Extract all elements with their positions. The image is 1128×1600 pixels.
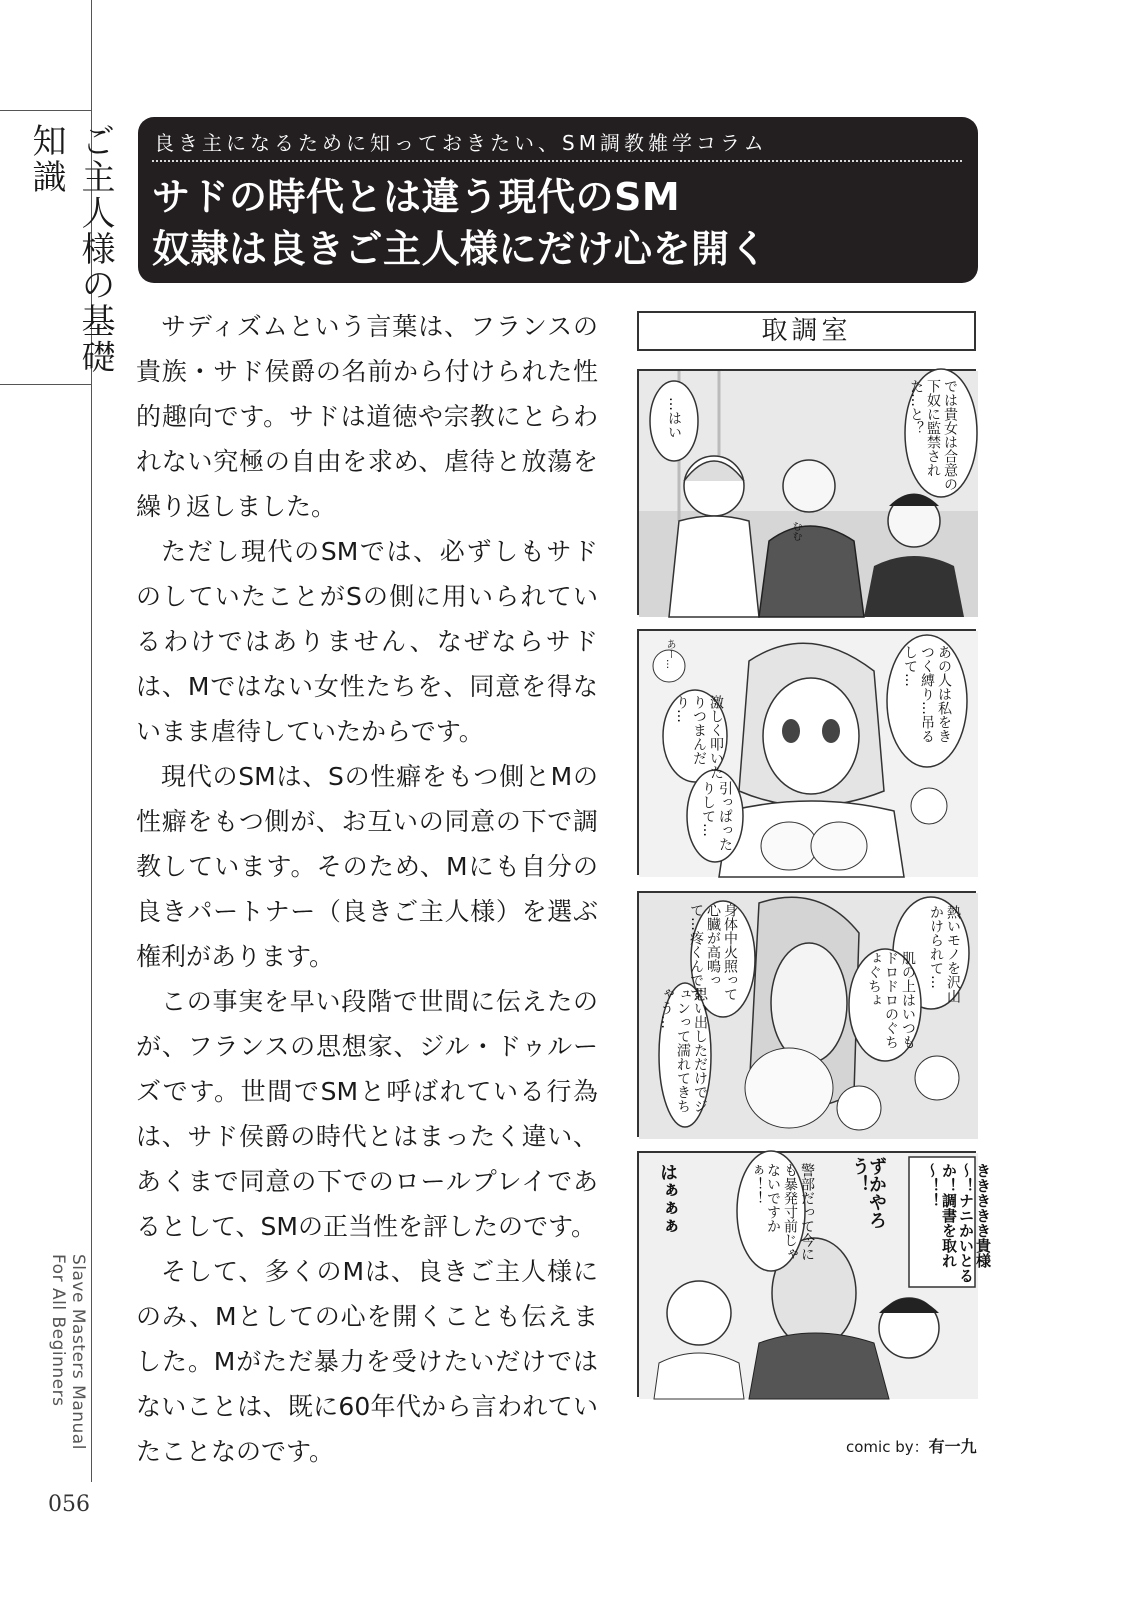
book-title-footer [48, 1254, 88, 1450]
credit-artist: 有一九 [928, 1437, 977, 1456]
column-header [138, 117, 978, 283]
column-kicker: 良き主になるために知っておきたい、SM調教雑学コラム [154, 131, 768, 155]
speech-bubble: 警部だって今にも暴発寸前じゃないですかぁ！！ [748, 1163, 815, 1261]
title-line-2: 奴隷は良きご主人様にだけ心を開く [152, 227, 769, 271]
speech-bubble: 熱いモノを沢山かけられて… [928, 905, 961, 1003]
paragraph: そして、多くのMは、良きご主人様にのみ、Mとしての心を開くことも伝えました。Mがただ暴力を受けたいだけではないことは、既に60年代から言われていたことなのです。 [136, 1257, 598, 1466]
speech-bubble: 肌の上はいつもドロドロのぐちょぐちょ [866, 951, 916, 1049]
speech-bubble: では貴女は合意の下奴に監禁された…と？ [908, 379, 958, 491]
paragraph: 現代のSMは、Sの性癖をもつ側とMの性癖をもつ側が、お互いの同意の下で調教しています。そのため、Mにも自分の良きパートナー（良きご主人様）を選ぶ権利があります。 [136, 762, 598, 971]
comic-title: 取調室 [637, 311, 976, 351]
sound-effect: むむ [790, 521, 801, 541]
section-tab [0, 110, 115, 385]
book-title-line2: For All Beginners [48, 1254, 68, 1407]
speech-bubble: 激しく叩いたりつまんだり… [674, 695, 724, 779]
sound-effect: ずかやろう！ [849, 1157, 887, 1229]
book-title-line1: Slave Masters Manual [68, 1254, 88, 1450]
comic-panel-1 [637, 369, 976, 615]
page-number: 056 [48, 1492, 90, 1517]
paragraph: ただし現代のSMでは、必ずしもサドのしていたことがSの側に用いられているわけではありません、なぜならサドは、Mではない女性たちを、同意を得ないまま虐待していたからです。 [136, 537, 598, 746]
comic-credit [846, 1434, 977, 1457]
credit-label: comic by： [846, 1438, 929, 1456]
paragraph: この事実を早い段階で世間に伝えたのが、フランスの思想家、ジル・ドゥルーズです。世間でSMと呼ばれている行為は、サド侯爵の時代とはまったく違い、あくまで同意の下でのロールプレイであるとして、SMの正当性を評したのです。 [136, 987, 598, 1241]
comic-panel-2 [637, 629, 976, 875]
paragraph: サディズムという言葉は、フランスの貴族・サド侯爵の名前から付けられた性的趣向です。サドは道徳や宗教にとらわれない究極の自由を求め、虐待と放蕩を繰り返しました。 [136, 312, 598, 521]
sound-effect: あー… [664, 639, 675, 669]
speech-bubble: 思い出しただけでジュンって濡れてきちゃう… [658, 987, 708, 1113]
speech-bubble: 身体中火照って心臓が高鳴って…疼くんです [688, 903, 738, 1001]
comic-panel-4 [637, 1151, 992, 1397]
column-title [152, 171, 768, 275]
sound-effect: はぁぁぁ [657, 1163, 678, 1235]
article-body [136, 304, 598, 1474]
speech-bubble: 引っぱったりして… [700, 781, 733, 851]
speech-bubble: ききききき貴様～！ナニかいとるか！調書を取れ～！！ [923, 1163, 992, 1283]
comic-panel-3 [637, 891, 976, 1137]
dotted-divider [152, 160, 962, 162]
speech-bubble: あの人は私をきつく縛り…吊るして… [902, 645, 952, 743]
section-title: ご主人様の基礎知識 [26, 123, 115, 375]
speech-bubble: …はい [666, 397, 682, 439]
title-line-1: サドの時代とは違う現代のSM [152, 175, 681, 219]
